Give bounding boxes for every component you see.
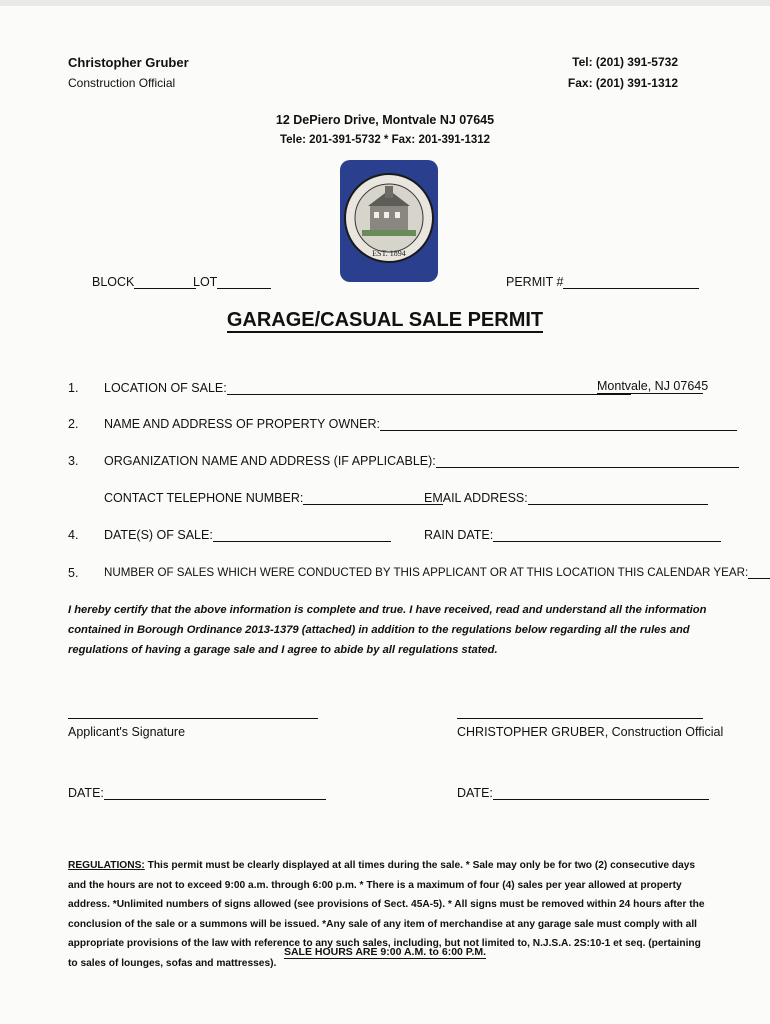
borough-seal-icon xyxy=(340,160,438,282)
organization-field[interactable] xyxy=(104,454,739,468)
sale-hours: SALE HOURS ARE 9:00 A.M. to 6:00 P.M. xyxy=(283,946,487,958)
contact-phone-label: CONTACT TELEPHONE NUMBER: xyxy=(104,491,304,505)
location-label: LOCATION OF SALE: xyxy=(104,381,227,395)
location-of-sale-field[interactable] xyxy=(104,381,631,395)
applicant-signature-label: Applicant's Signature xyxy=(68,725,186,739)
seal-text: EST. 1894 xyxy=(372,249,406,258)
location-value: Montvale, NJ 07645 xyxy=(597,379,709,393)
email-label: EMAIL ADDRESS: xyxy=(424,491,528,505)
applicant-date-field[interactable] xyxy=(68,786,326,800)
permit-number-field[interactable] xyxy=(506,275,699,289)
regulations-body: This permit must be clearly displayed at all times during the sale. * Sale may only be for two (2) consecutive days and the hours are not to exceed 9:00 a.m. through 6:00 p.m. * There is a maximum of four (4) sales per year allowed at property address. *Unlimited numbers of signs allowed (see provisions of Sect. 45A-5). * All signs must be removed within 24 hours after the conclusion of the sale or a summons will be issued. *Any sale of any item of merchandise at any garage sale must comply with all appropriate provisions of the law with reference to any such sales, including, but not limited to, N.J.S.A. 2S:10-1 et seq. (pertaining to sales of lounges, sofas and mattresses). xyxy=(68,860,705,969)
office-phone-line: Tele: 201-391-5732 * Fax: 201-391-1312 xyxy=(279,134,491,146)
official-signature-line xyxy=(457,718,703,719)
rain-date-field[interactable] xyxy=(424,528,721,542)
regulations-label: REGULATIONS: xyxy=(68,860,145,871)
official-title: Construction Official xyxy=(68,76,176,90)
lot-field[interactable] xyxy=(193,275,271,289)
office-address: 12 DePiero Drive, Montvale NJ 07645 xyxy=(275,113,495,127)
date-label: DATE: xyxy=(68,786,104,800)
sales-count-label: NUMBER OF SALES WHICH WERE CONDUCTED BY THIS APPLICANT OR AT THIS LOCATION THIS CALENDAR YEAR: xyxy=(104,566,749,579)
dates-of-sale-field[interactable] xyxy=(104,528,391,542)
contact-phone-field[interactable] xyxy=(104,491,443,505)
property-owner-field[interactable] xyxy=(104,417,737,431)
dates-label: DATE(S) OF SALE: xyxy=(104,528,213,542)
owner-label: NAME AND ADDRESS OF PROPERTY OWNER: xyxy=(104,417,380,431)
item-number: 2. xyxy=(68,417,79,431)
item-number: 5. xyxy=(68,566,79,580)
item-number: 3. xyxy=(68,454,79,468)
applicant-signature-line[interactable] xyxy=(68,718,318,719)
scan-edge xyxy=(0,0,770,6)
permit-label: PERMIT # xyxy=(506,275,564,289)
item-number: 1. xyxy=(68,381,79,395)
fax: Fax: (201) 391-1312 xyxy=(567,76,678,90)
email-field[interactable] xyxy=(424,491,708,505)
certification-statement: I hereby certify that the above information is complete and true. I have received, read and understand all the information contained in Borough Ordinance 2013-1379 (attached) in addition to the regulations below regarding all the rules and regulations of having a garage sale and I agree to abide by all regulations stated. xyxy=(68,604,707,656)
date-label: DATE: xyxy=(457,786,493,800)
form-title: GARAGE/CASUAL SALE PERMIT xyxy=(226,309,544,331)
official-signature-label: CHRISTOPHER GRUBER, Construction Official xyxy=(457,725,724,739)
block-label: BLOCK xyxy=(92,275,135,289)
official-date-field xyxy=(457,786,709,800)
item-number: 4. xyxy=(68,528,79,542)
rain-date-label: RAIN DATE: xyxy=(424,528,494,542)
sales-count-field[interactable] xyxy=(104,566,770,579)
official-name: Christopher Gruber xyxy=(68,55,189,70)
lot-label: LOT xyxy=(193,275,218,289)
organization-label: ORGANIZATION NAME AND ADDRESS (IF APPLICABLE): xyxy=(104,454,436,468)
telephone: Tel: (201) 391-5732 xyxy=(572,55,678,69)
block-field[interactable] xyxy=(92,275,196,289)
